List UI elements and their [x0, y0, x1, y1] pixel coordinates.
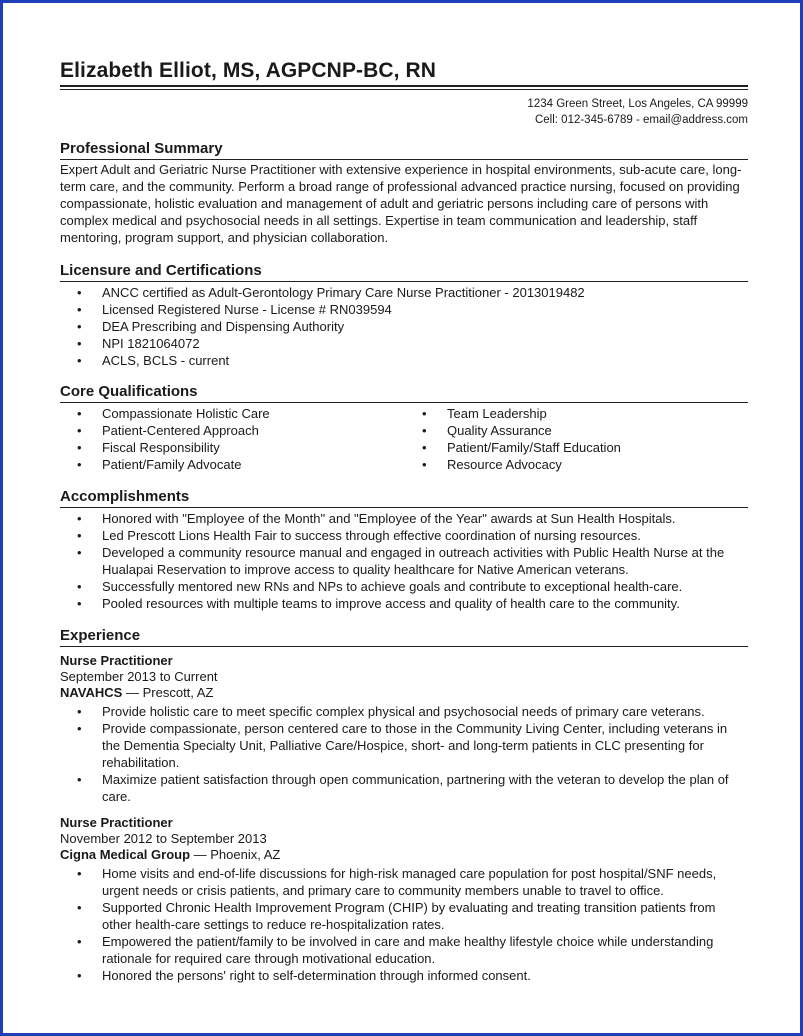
- contact-line: Cell: 012-345-6789 - email@address.com: [534, 114, 748, 126]
- job-duties-list: [60, 703, 748, 805]
- employer-location: Prescott, AZ: [142, 685, 214, 700]
- job-employer: [60, 685, 748, 701]
- job-title: Nurse Practitioner: [60, 653, 173, 668]
- section-title: Accomplishments: [60, 488, 748, 508]
- list-item: • Honored the persons' right to self-determination through informed consent.: [60, 967, 748, 984]
- accomplishments-list: [60, 510, 748, 612]
- employer-location: Phoenix, AZ: [210, 847, 281, 862]
- employer-separator: —: [125, 685, 139, 700]
- list-item: • Patient/Family Advocate: [60, 456, 405, 473]
- summary-section: [60, 140, 748, 246]
- contact-block: [527, 96, 748, 128]
- list-item: • DEA Prescribing and Dispensing Authority: [60, 318, 748, 335]
- job-dates: September 2013 to Current: [60, 669, 218, 684]
- list-item: • Provide holistic care to meet specific complex physical and psychosocial needs of primary care veterans.: [60, 703, 748, 720]
- list-item: • ACLS, BCLS - current: [60, 352, 748, 369]
- list-item: • Home visits and end-of-life discussions for high-risk managed care population for post hospital/SNF needs, urgent needs or crisis patients, and primary care to community members unable to travel to office.: [60, 865, 748, 899]
- list-item: • Provide compassionate, person centered care to those in the Community Living Center, including veterans in the Dementia Specialty Unit, Palliative Care/Hospice, short- and long-term patients in CLC presenting for rehabilitation.: [60, 720, 748, 771]
- qualifications-columns: [60, 405, 748, 473]
- list-item: • Patient-Centered Approach: [60, 422, 405, 439]
- qualifications-right-list: [405, 405, 745, 473]
- list-item: • Licensed Registered Nurse - License # RN039594: [60, 301, 748, 318]
- licensure-list: [60, 284, 748, 369]
- list-item: • Team Leadership: [405, 405, 745, 422]
- list-item: • NPI 1821064072: [60, 335, 748, 352]
- section-title: Core Qualifications: [60, 383, 748, 403]
- list-item: • Pooled resources with multiple teams to improve access and quality of health care to the community.: [60, 595, 748, 612]
- list-item: • Successfully mentored new RNs and NPs to achieve goals and contribute to exceptional health-care.: [60, 578, 748, 595]
- job-entry: [60, 815, 748, 984]
- list-item: • Honored with "Employee of the Month" and "Employee of the Year" awards at Sun Health Hospitals.: [60, 510, 748, 527]
- employer-name: Cigna Medical Group: [60, 847, 191, 862]
- qualifications-left-list: [60, 405, 405, 473]
- experience-section: [60, 627, 748, 984]
- list-item: • Fiscal Responsibility: [60, 439, 405, 456]
- licensure-section: [60, 262, 748, 369]
- qualifications-section: [60, 383, 748, 473]
- job-entry: [60, 653, 748, 805]
- list-item: • ANCC certified as Adult-Gerontology Primary Care Nurse Practitioner - 2013019482: [60, 284, 748, 301]
- summary-text: Expert Adult and Geriatric Nurse Practitioner with extensive experience in hospital environments, sub-acute care, long-term care, and the community. Perform a broad range of professional advanced practice nursing, focused on providing compassionate, holistic evaluation and management of adult and geriatric persons including care of persons with complex medical and psychosocial needs in all settings. Expertise in team communication and leadership, staff mentoring, program support, and physician collaboration.: [60, 162, 742, 245]
- list-item: • Led Prescott Lions Health Fair to success through effective coordination of nursing resources.: [60, 527, 748, 544]
- list-item: • Patient/Family/Staff Education: [405, 439, 745, 456]
- list-item: • Quality Assurance: [405, 422, 745, 439]
- list-item: • Developed a community resource manual and engaged in outreach activities with Public Health Nurse at the Hualapai Reservation to improve access to quality healthcare for Native American veterans.: [60, 544, 748, 578]
- list-item: • Supported Chronic Health Improvement Program (CHIP) by evaluating and treating transition patients from other health-care settings to reduce re-hospitalization rates.: [60, 899, 748, 933]
- employer-separator: —: [193, 847, 207, 862]
- header-rule: [60, 85, 748, 90]
- accomplishments-section: [60, 488, 748, 612]
- job-dates: November 2012 to September 2013: [60, 831, 267, 846]
- candidate-name: Elizabeth Elliot, MS, AGPCNP-BC, RN: [60, 59, 437, 82]
- section-title: Experience: [60, 627, 748, 647]
- job-duties-list: [60, 865, 748, 984]
- employer-name: NAVAHCS: [60, 685, 123, 700]
- list-item: • Compassionate Holistic Care: [60, 405, 405, 422]
- list-item: • Maximize patient satisfaction through open communication, partnering with the veteran to develop the plan of care.: [60, 771, 748, 805]
- list-item: • Resource Advocacy: [405, 456, 745, 473]
- section-title: Licensure and Certifications: [60, 262, 748, 282]
- section-title: Professional Summary: [60, 140, 748, 160]
- job-employer: [60, 847, 748, 863]
- job-title: Nurse Practitioner: [60, 815, 173, 830]
- list-item: • Empowered the patient/family to be involved in care and make healthy lifestyle choice while understanding rationale for required care through motivational education.: [60, 933, 748, 967]
- address-line: 1234 Green Street, Los Angeles, CA 99999: [527, 98, 748, 110]
